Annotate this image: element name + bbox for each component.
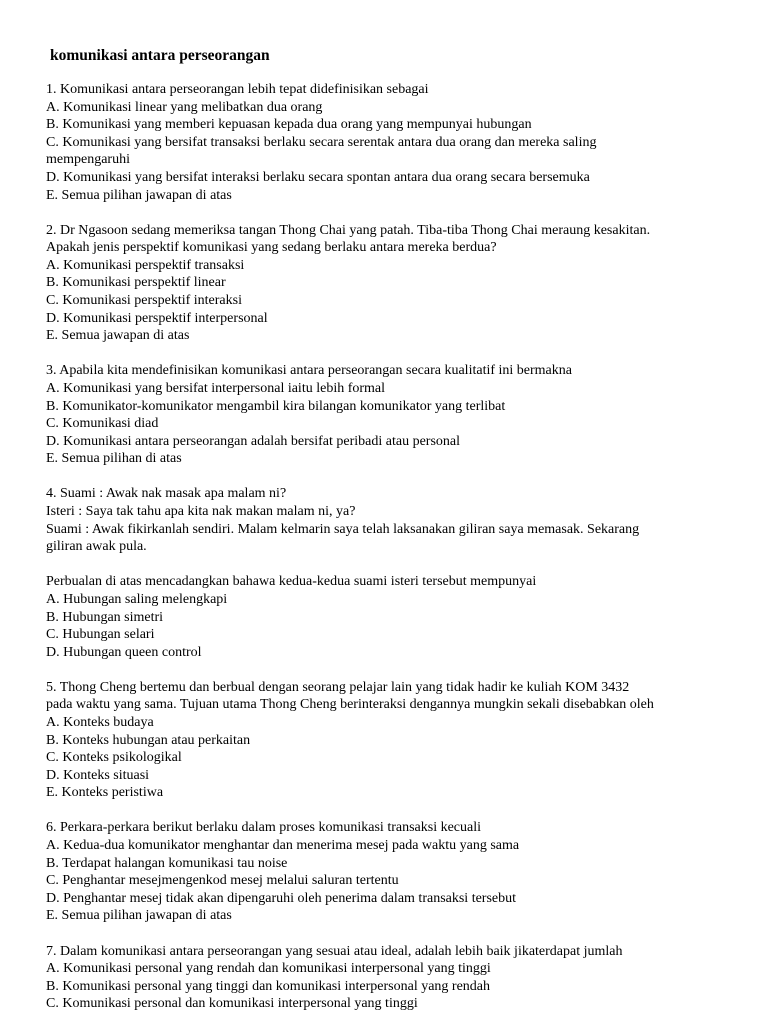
paragraph-gap [46, 556, 736, 574]
question-stem-continuation: pada waktu yang sama. Tujuan utama Thong Cheng berinteraksi dengannya mungkin sekali disebabkan oleh [46, 697, 654, 713]
answer-option: C. Penghantar mesejmengenkod mesej melalui saluran tertentu [46, 873, 399, 889]
answer-option: A. Kedua-dua komunikator menghantar dan menerima mesej pada waktu yang sama [46, 838, 520, 854]
answer-option: B. Terdapat halangan komunikasi tau noise [46, 855, 288, 871]
question-6 [46, 819, 736, 925]
question-stem: 7. Dalam komunikasi antara perseorangan yang sesuai atau ideal, adalah lebih baik jikaterdapat jumlah [46, 943, 623, 959]
answer-option: B. Komunikasi yang memberi kepuasan kepada dua orang yang mempunyai hubungan [46, 117, 532, 133]
question-stem: 1. Komunikasi antara perseorangan lebih tepat didefinisikan sebagai [46, 82, 429, 97]
question-1 [46, 81, 736, 204]
question-stem: 2. Dr Ngasoon sedang memeriksa tangan Thong Chai yang patah. Tiba-tiba Thong Chai meraung kesakitan. [46, 222, 651, 238]
answer-option: C. Hubungan selari [46, 627, 155, 643]
dialogue-line: Suami : Awak fikirkanlah sendiri. Malam kelmarin saya telah laksanakan giliran saya memasak. Sekarang [46, 521, 640, 537]
answer-option: C. Komunikasi perspektif interaksi [46, 293, 242, 309]
dialogue-line: Isteri : Saya tak tahu apa kita nak makan malam ni, ya? [46, 503, 356, 519]
document-page [46, 46, 736, 1030]
answer-option: E. Semua jawapan di atas [46, 328, 190, 344]
answer-option: A. Komunikasi yang bersifat interpersonal iaitu lebih formal [46, 380, 386, 396]
answer-option: E. Konteks peristiwa [46, 785, 164, 801]
answer-option-continuation: mempengaruhi [46, 152, 130, 168]
answer-option: C. Komunikasi diad [46, 416, 159, 432]
dialogue-line: 4. Suami : Awak nak masak apa malam ni? [46, 486, 287, 502]
answer-option: A. Komunikasi personal yang rendah dan komunikasi interpersonal yang tinggi [46, 961, 491, 977]
question-stem: Perbualan di atas mencadangkan bahawa kedua-kedua suami isteri tersebut mempunyai [46, 574, 537, 590]
answer-option: D. Komunikasi yang bersifat interaksi berlaku secara spontan antara dua orang secara bersemuka [46, 169, 590, 185]
answer-option: C. Komunikasi personal dan komunikasi interpersonal yang tinggi [46, 996, 418, 1012]
answer-option: B. Komunikator-komunikator mengambil kira bilangan komunikator yang terlibat [46, 398, 506, 414]
question-stem: 6. Perkara-perkara berikut berlaku dalam proses komunikasi transaksi kecuali [46, 820, 482, 836]
answer-option: D. Penghantar mesej tidak akan dipengaruhi oleh penerima dalam transaksi tersebut [46, 890, 517, 906]
question-5 [46, 679, 736, 802]
answer-option: A. Komunikasi perspektif transaksi [46, 257, 245, 273]
answer-option: B. Hubungan simetri [46, 609, 164, 625]
answer-option: A. Konteks budaya [46, 715, 154, 730]
answer-option: E. Semua pilihan di atas [46, 451, 182, 467]
answer-option: B. Komunikasi personal yang tinggi dan komunikasi interpersonal yang rendah [46, 978, 491, 994]
answer-option: E. Semua pilihan jawapan di atas [46, 908, 232, 924]
answer-option: D. Komunikasi perspektif interpersonal [46, 310, 268, 326]
question-4 [46, 485, 736, 661]
answer-option: C. Konteks psikologikal [46, 750, 182, 766]
question-stem: 5. Thong Cheng bertemu dan berbual dengan seorang pelajar lain yang tidak hadir ke kuliah KOM 3432 [46, 679, 630, 695]
answer-option: D. Konteks situasi [46, 767, 150, 783]
question-stem-continuation: Apakah jenis perspektif komunikasi yang sedang berlaku antara mereka berdua? [46, 240, 497, 256]
answer-option: A. Komunikasi linear yang melibatkan dua orang [46, 99, 323, 115]
question-stem: 3. Apabila kita mendefinisikan komunikasi antara perseorangan secara kualitatif ini bermakna [46, 363, 572, 379]
answer-option: C. Komunikasi yang bersifat transaksi berlaku secara serentak antara dua orang dan mereka saling [46, 134, 597, 150]
document-title: komunikasi antara perseorangan [50, 47, 270, 64]
answer-option: B. Komunikasi perspektif linear [46, 275, 226, 291]
answer-option: E. Semua pilihan jawapan di atas [46, 187, 232, 203]
answer-option: A. Hubungan saling melengkapi [46, 591, 228, 607]
answer-option: D. Komunikasi antara perseorangan adalah bersifat peribadi atau personal [46, 433, 460, 449]
question-3 [46, 362, 736, 468]
answer-option: B. Konteks hubungan atau perkaitan [46, 732, 251, 748]
answer-option: D. Hubungan queen control [46, 644, 202, 660]
dialogue-line-continuation: giliran awak pula. [46, 539, 147, 555]
question-7 [46, 943, 736, 1013]
question-2 [46, 222, 736, 345]
